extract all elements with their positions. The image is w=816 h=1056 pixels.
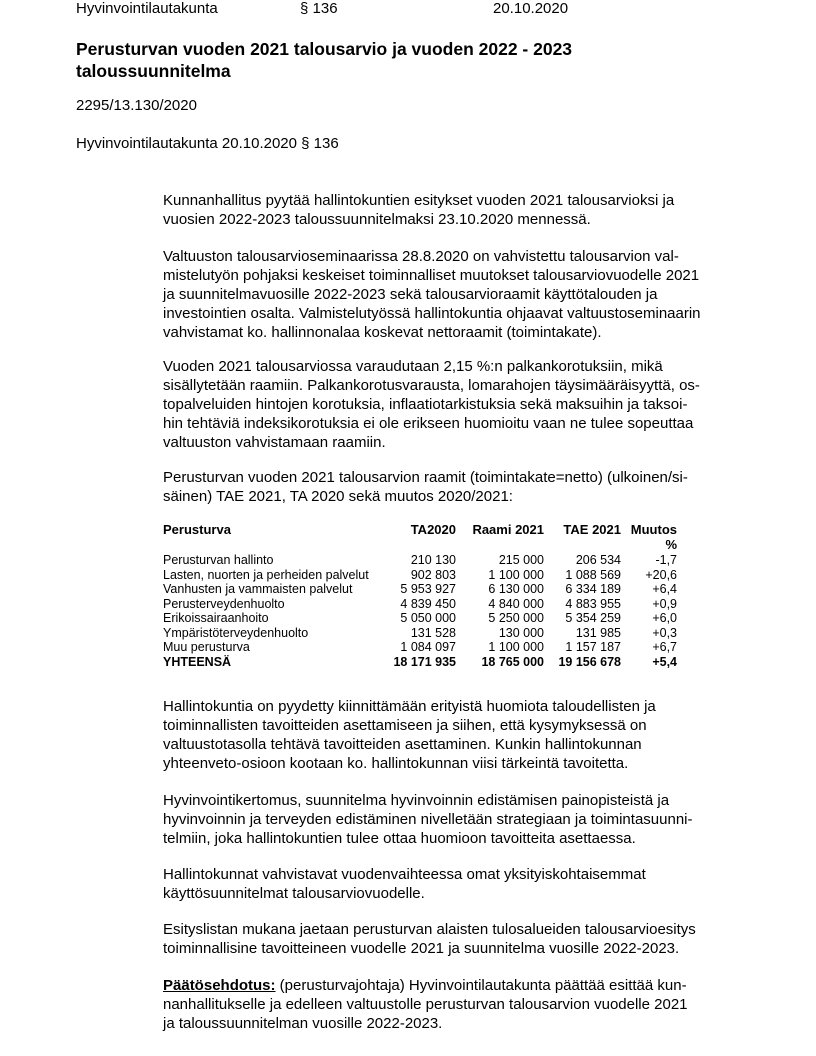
- cell: 1 084 097: [400, 640, 456, 654]
- page-title: Perusturvan vuoden 2021 talousarvio ja vuoden 2022 - 2023 taloussuunnitelma: [76, 39, 573, 81]
- table-row: [163, 611, 677, 626]
- header-committee: Hyvinvointilautakunta: [76, 0, 218, 17]
- text-line: Hallintokuntia on pyydetty kiinnittämään erityistä huomiota taloudellisten ja: [163, 698, 656, 715]
- column-header: TA2020: [410, 522, 456, 537]
- paragraph-request: [163, 191, 743, 229]
- cell: +6,4: [652, 582, 677, 596]
- table-row: [163, 626, 677, 641]
- cell: -1,7: [655, 553, 677, 567]
- text-line: Valtuuston talousarvioseminaarissa 28.8.2020 on vahvistettu talousarvion val-: [163, 248, 679, 265]
- paragraph-usage-plans: [163, 865, 743, 903]
- text-line: vuosien 2022-2023 taloussuunnitelmaksi 23.10.2020 mennessä.: [163, 211, 591, 228]
- column-header: Muutos: [630, 522, 677, 537]
- paragraph-salary: [163, 357, 743, 452]
- table-row: [163, 597, 677, 612]
- text-line: Esityslistan mukana jaetaan perusturvan alaisten tulosalueiden talousarvioesitys: [163, 921, 696, 938]
- text-line: telmiin, joka hallintokuntien tulee ottaa huomioon tavoitteita asettaessa.: [163, 830, 636, 847]
- text-line: valtuustotasolla tehtävä tavoitteiden asettaminen. Kunkin hallintokunnan: [163, 736, 642, 753]
- cell: 4 840 000: [488, 596, 544, 611]
- text-line: [163, 976, 743, 995]
- cell: Lasten, nuorten ja perheiden palvelut: [163, 567, 369, 582]
- table-row: [163, 582, 677, 597]
- text-line: topalveluiden hintojen korotuksia, inflaatiotarkistuksia sekä maksuihin ja taksoi-: [163, 396, 688, 413]
- cell: 5 250 000: [488, 611, 544, 625]
- cell: 902 803: [410, 567, 456, 582]
- cell: 1 088 569: [565, 567, 621, 582]
- cell: Perusterveydenhuolto: [163, 596, 285, 611]
- cell: 18 765 000: [481, 654, 544, 669]
- cell: 5 953 927: [400, 582, 456, 596]
- paragraph-agenda: [163, 920, 743, 958]
- cell: +20,6: [645, 567, 677, 582]
- text-line: käyttösuunnitelmat talousarviovuodelle.: [163, 885, 425, 902]
- column-header: Raami 2021: [472, 522, 544, 537]
- cell: YHTEENSÄ: [163, 654, 232, 669]
- table-row: [163, 553, 677, 568]
- cell: +0,3: [652, 625, 677, 640]
- text-line: ja suunnitelmavuosille 2022-2023 sekä talousarvioraamit käyttötalouden ja: [163, 286, 658, 303]
- table-header-row: [163, 523, 677, 538]
- cell: 131 985: [575, 625, 621, 640]
- cell: 206 534: [575, 553, 621, 567]
- paragraph-seminar: [163, 247, 743, 342]
- cell: 130 000: [498, 625, 544, 640]
- text-line: hin tehtäviä indeksikorotuksia ei ole erikseen huomioitu vaan ne tulee sopeuttaa: [163, 415, 694, 432]
- cell: Perusturvan hallinto: [163, 553, 274, 567]
- header-section: § 136: [300, 0, 338, 17]
- column-header: Perusturva: [163, 522, 231, 537]
- cell: 1 100 000: [488, 640, 544, 654]
- cell: 4 839 450: [400, 596, 456, 611]
- table-header-subrow: [163, 538, 677, 554]
- cell: 4 883 955: [565, 596, 621, 611]
- cell: Vanhusten ja vammaisten palvelut: [163, 582, 353, 596]
- text-line: toiminnallisten tavoitteiden asettamiseen ja siihen, että kysymyksessä on: [163, 717, 647, 734]
- cell: 18 171 935: [393, 654, 456, 669]
- header-date: 20.10.2020: [493, 0, 569, 17]
- table-row: [163, 640, 677, 655]
- text-line: Hyvinvointikertomus, suunnitelma hyvinvoinnin edistämisen painopisteistä ja: [163, 792, 670, 809]
- case-number: 2295/13.130/2020: [76, 97, 197, 114]
- cell: 5 050 000: [400, 611, 456, 625]
- text-line: Vuoden 2021 talousarviossa varaudutaan 2,15 %:n palkankorotuksiin, mikä: [163, 358, 663, 375]
- cell: Erikoissairaanhoito: [163, 611, 269, 625]
- text-line: ja taloussuunnitelman vuosille 2022-2023.: [163, 1015, 443, 1032]
- paragraph-goals: [163, 697, 743, 773]
- decision-label: Päätösehdotus:: [163, 977, 276, 994]
- cell: 131 528: [410, 625, 456, 640]
- text-line: nanhallitukselle ja edelleen valtuustolle perusturvan talousarvion vuodelle 2021: [163, 996, 688, 1013]
- text-line: yhteenveto-osioon kootaan ko. hallintokunnan viisi tärkeintä tavoitetta.: [163, 755, 629, 772]
- cell: 1 157 187: [565, 640, 621, 654]
- text-line: valtuuston vahvistamaan raamiin.: [163, 434, 386, 451]
- text-line: mistelutyön pohjaksi keskeiset toiminnalliset muutokset talousarviovuodelle 2021: [163, 267, 700, 284]
- column-header-unit: %: [665, 536, 677, 552]
- paragraph-wellbeing: [163, 791, 743, 848]
- meeting-reference: Hyvinvointilautakunta 20.10.2020 § 136: [76, 135, 339, 152]
- cell: +6,7: [652, 640, 677, 654]
- cell: +5,4: [652, 654, 677, 669]
- cell: 215 000: [498, 553, 544, 567]
- paragraph-table-intro: [163, 468, 743, 506]
- table-total-row: [163, 655, 677, 670]
- text-line: vahvistamat ko. hallinnonalaa koskevat nettoraamit (toimintakate).: [163, 324, 602, 341]
- cell: 210 130: [410, 553, 456, 567]
- text-line: Hallintokunnat vahvistavat vuodenvaihteessa omat yksityiskohtaisemmat: [163, 866, 646, 883]
- cell: 19 156 678: [558, 654, 621, 669]
- cell: +0,9: [652, 596, 677, 611]
- budget-table: [163, 523, 677, 669]
- text-line: säinen) TAE 2021, TA 2020 sekä muutos 2020/2021:: [163, 488, 513, 505]
- cell: 6 130 000: [488, 582, 544, 596]
- cell: 5 354 259: [565, 611, 621, 625]
- table-row: [163, 568, 677, 583]
- text-line: Perusturvan vuoden 2021 talousarvion raamit (toimintakate=netto) (ulkoinen/si-: [163, 469, 688, 486]
- decision-first-line: (perusturvajohtaja) Hyvinvointilautakunta päättää esittää kun-: [275, 977, 687, 994]
- cell: 1 100 000: [488, 567, 544, 582]
- cell: Muu perusturva: [163, 640, 250, 654]
- text-line: sisällytetään raamiin. Palkankorotusvarausta, lomarahojen täysimääräisyyttä, os-: [163, 377, 700, 394]
- cell: Ympäristöterveydenhuolto: [163, 625, 309, 640]
- cell: +6,0: [652, 611, 677, 625]
- text-line: investointien osalta. Valmistelutyössä hallintokuntia ohjaavat valtuustoseminaarin: [163, 305, 701, 322]
- cell: 6 334 189: [565, 582, 621, 596]
- text-line: hyvinvoinnin ja terveyden edistäminen nivelletään strategiaan ja toimintasuunni-: [163, 811, 693, 828]
- text-line: Kunnanhallitus pyytää hallintokuntien esitykset vuoden 2021 talousarvioksi ja: [163, 192, 675, 209]
- column-header: TAE 2021: [563, 522, 621, 537]
- text-line: toiminnallisine tavoitteineen vuodelle 2021 ja suunnitelma vuosille 2022-2023.: [163, 940, 680, 957]
- decision-proposal: [163, 976, 743, 1033]
